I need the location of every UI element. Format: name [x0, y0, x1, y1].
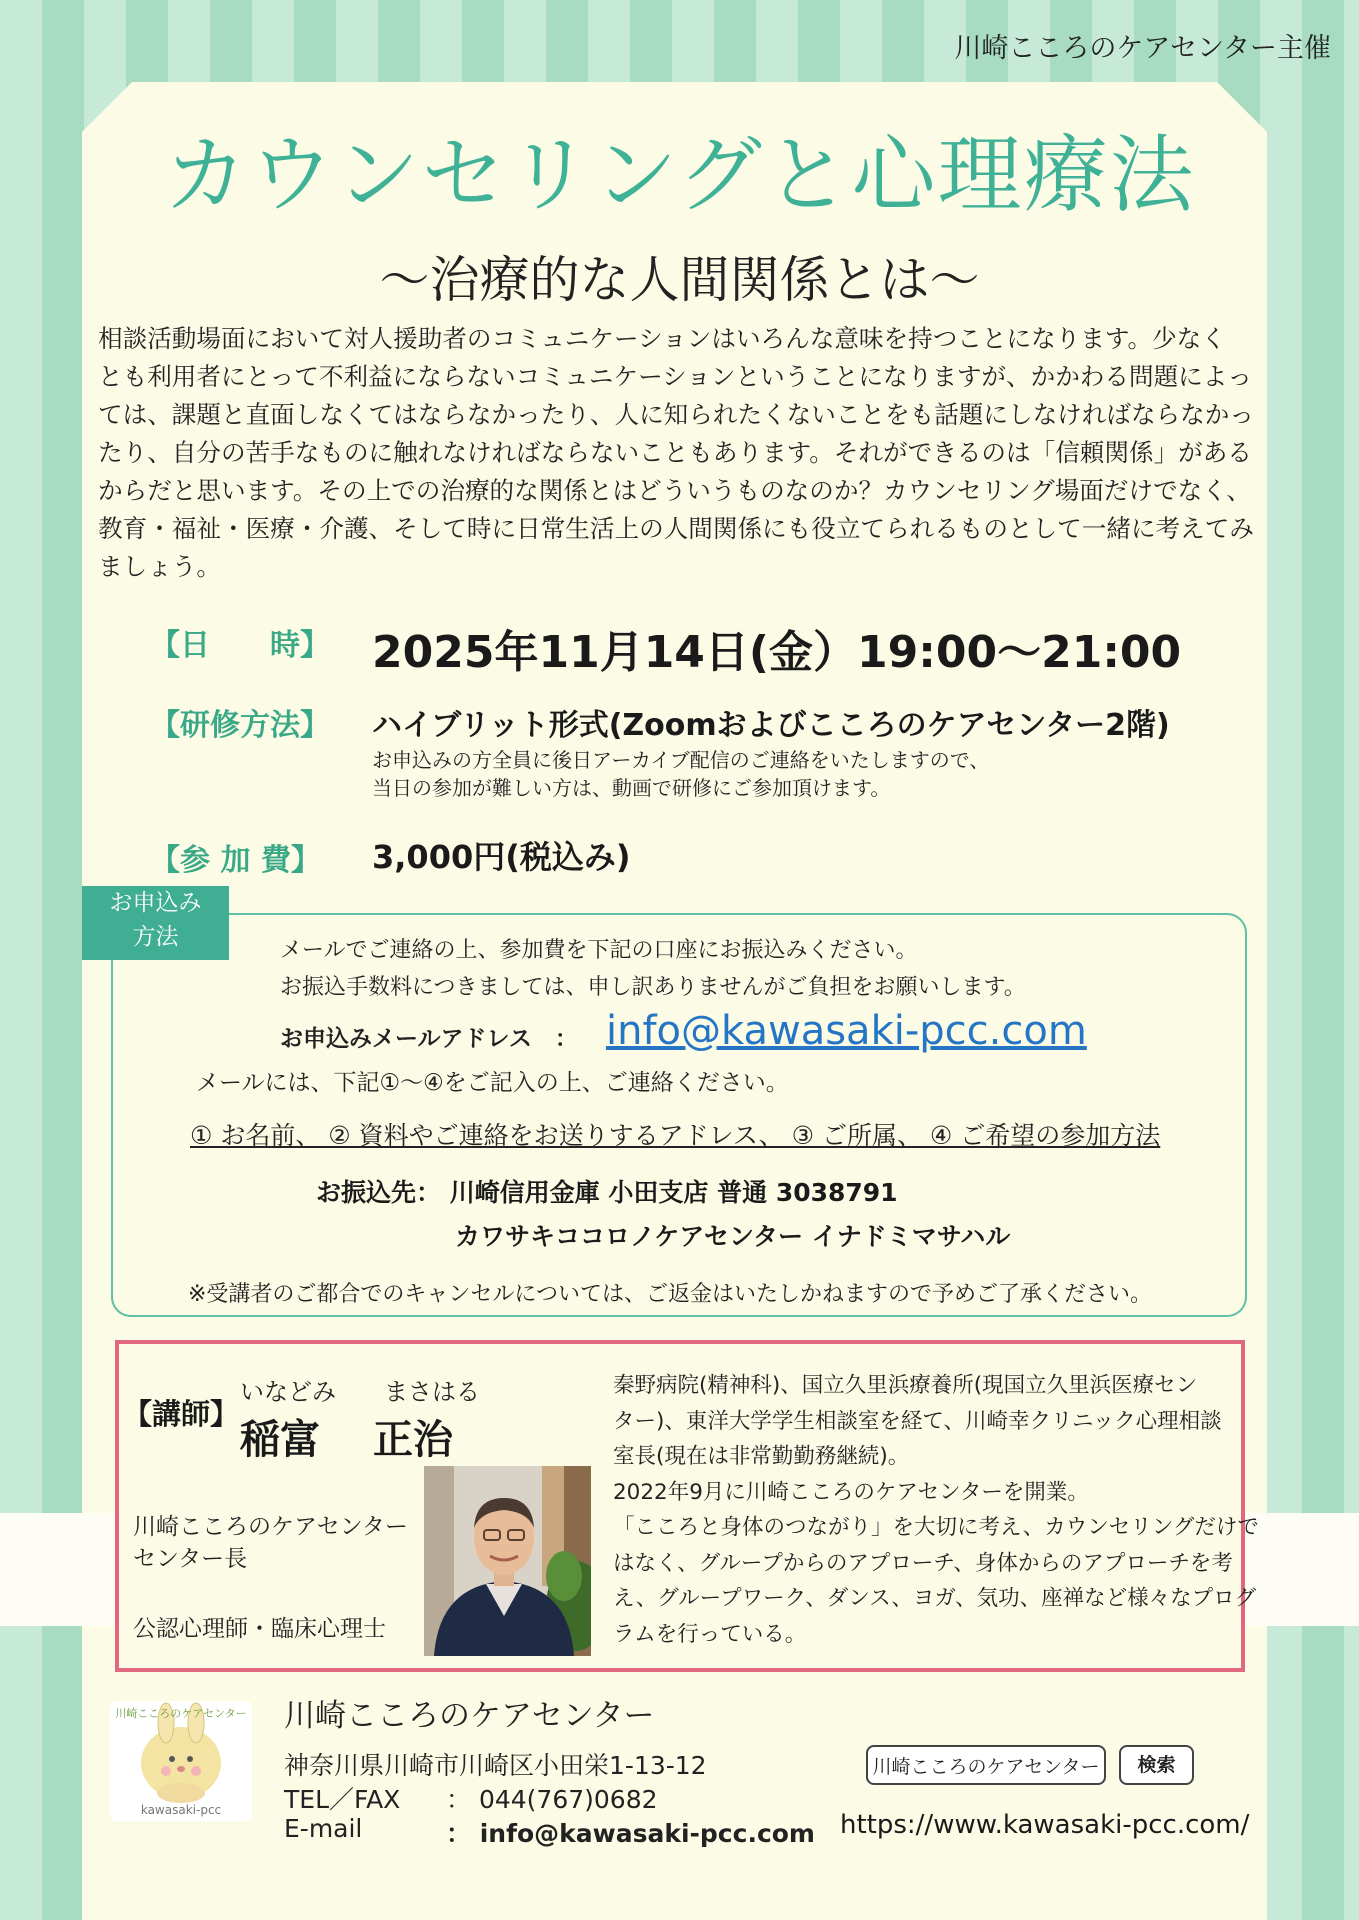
bio-line: 「こころと身体のつながり」を大切に考え、カウンセリングだけで — [613, 1515, 1259, 1540]
lecturer-qualification: 公認心理師・臨床心理士 — [133, 1616, 386, 1642]
apply-line: メールでご連絡の上、参加費を下記の口座にお振込みください。 — [280, 938, 918, 963]
lecturer-photo — [424, 1466, 591, 1656]
application-tag — [82, 886, 229, 960]
application-tag-line: 方法 — [132, 924, 179, 950]
intro-line: からだと思います。その上での治療的な関係とはどういうものなのか？カウンセリング場面だけでなく、 — [98, 476, 1251, 505]
footer-mail-label: E-mail — [284, 1814, 363, 1843]
cancel-note: ※受講者のご都合でのキャンセルについては、ご返金はいたしかねますので予めご了承ください。 — [188, 1282, 1152, 1307]
ruby-family: いなどみ — [240, 1378, 336, 1406]
search-button: 検索 — [1119, 1745, 1194, 1785]
apply-line: お振込手数料につきましては、申し訳ありませんがご負担をお願いします。 — [280, 975, 1026, 1000]
intro-line: ては、課題と直面しなくてはならなかったり、人に知られたくないことをも話題にしなければならなかっ — [98, 400, 1254, 429]
intro-line: とも利用者にとって不利益にならないコミュニケーションということになりますが、かかわる問題によっ — [98, 362, 1252, 391]
email-label: お申込みメールアドレス ： — [280, 1026, 578, 1052]
search-keyword-box: 川崎こころのケアセンター — [866, 1745, 1106, 1785]
method-note: 当日の参加が難しい方は、動画で研修にご参加頂けます。 — [372, 776, 891, 800]
lecturer-role: 川崎こころのケアセンター — [133, 1514, 408, 1540]
intro-line: たり、自分の苦手なものに触れなければならないこともあります。それができるのは「信頼関係」がある — [98, 438, 1252, 467]
lecturer-given-name: 正治 — [373, 1417, 453, 1463]
bank-account-name: カワサキココロノケアセンター イナドミマサハル — [455, 1222, 1011, 1251]
bank-info: お振込先： 川崎信用金庫 小田支店 普通 3038791 — [316, 1178, 898, 1207]
ruby-given: まさはる — [384, 1378, 480, 1406]
footer-address: 神奈川県川崎市川崎区小田栄1-13-12 — [284, 1751, 707, 1780]
lecturer-label: 【講師】 — [123, 1397, 240, 1431]
fee-label: 【参 加 費】 — [150, 843, 321, 878]
required-items: ① お名前、 ② 資料やご連絡をお送りするアドレス、 ③ ご所属、 ④ ご希望の参加方法 — [190, 1121, 1161, 1150]
bio-line: ター)、東洋大学学生相談室を経て、川崎幸クリニック心理相談 — [613, 1408, 1222, 1434]
intro-line: 相談活動場面において対人援助者のコミュニケーションはいろんな意味を持つことになります。少なく — [98, 324, 1226, 353]
footer-center-name: 川崎こころのケアセンター — [284, 1698, 655, 1734]
bio-line: はなく、グループからのアプローチ、身体からのアプローチを考 — [613, 1550, 1233, 1576]
bio-line: ラムを行っている。 — [613, 1621, 807, 1647]
lecturer-bio — [613, 1368, 1259, 1652]
logo-text: 川崎こころのケアセンター — [115, 1707, 247, 1720]
date-label: 【日 時】 — [150, 628, 330, 663]
footer-tel-label: TEL／FAX — [284, 1785, 401, 1814]
lecturer-family-name: 稲富 — [240, 1417, 320, 1463]
date-value: 2025年11月14日(金）19:00～21:00 — [372, 627, 1182, 678]
apply-note: メールには、下記①～④をご記入の上、ご連絡ください。 — [196, 1070, 789, 1096]
footer-mail[interactable]: ： info@kawasaki-pcc.com — [446, 1819, 815, 1848]
logo-subtext: kawasaki-pcc — [140, 1803, 222, 1817]
intro-line: ましょう。 — [98, 552, 221, 581]
intro-line: 教育・福祉・医療・介護、そして時に日常生活上の人間関係にも役立てられるものとして一緒に考えてみ — [98, 514, 1254, 543]
email-link[interactable]: info@kawasaki-pcc.com — [606, 1008, 1087, 1054]
method-note: お申込みの方全員に後日アーカイブ配信のご連絡をいたしますので、 — [372, 748, 990, 772]
page-title: カウンセリングと心理療法 — [163, 126, 1196, 224]
method-value: ハイブリット形式(Zoomおよびこころのケアセンター2階) — [372, 708, 1170, 743]
footer-tel: ： 044(767)0682 — [446, 1785, 658, 1814]
organizer: 川崎こころのケアセンター主催 — [954, 33, 1331, 64]
bio-line: え、グループワーク、ダンス、ヨガ、気功、座禅など様々なプログ — [613, 1586, 1257, 1611]
bio-line: 室長(現在は非常勤勤務継続)。 — [613, 1444, 910, 1469]
page-subtitle: ～治療的な人間関係とは～ — [379, 251, 980, 309]
bio-line: 2022年9月に川崎こころのケアセンターを開業。 — [613, 1479, 1089, 1505]
method-label: 【研修方法】 — [150, 708, 330, 743]
bio-line: 秦野病院(精神科)、国立久里浜療養所(現国立久里浜医療セン — [613, 1373, 1198, 1398]
intro-text — [98, 320, 1298, 586]
website-url[interactable]: https://www.kawasaki-pcc.com/ — [840, 1810, 1250, 1840]
fee-value: 3,000円(税込み) — [372, 838, 631, 876]
application-tag-line: お申込み — [109, 890, 202, 916]
lecturer-role: センター長 — [133, 1546, 248, 1572]
center-logo — [110, 1701, 252, 1821]
